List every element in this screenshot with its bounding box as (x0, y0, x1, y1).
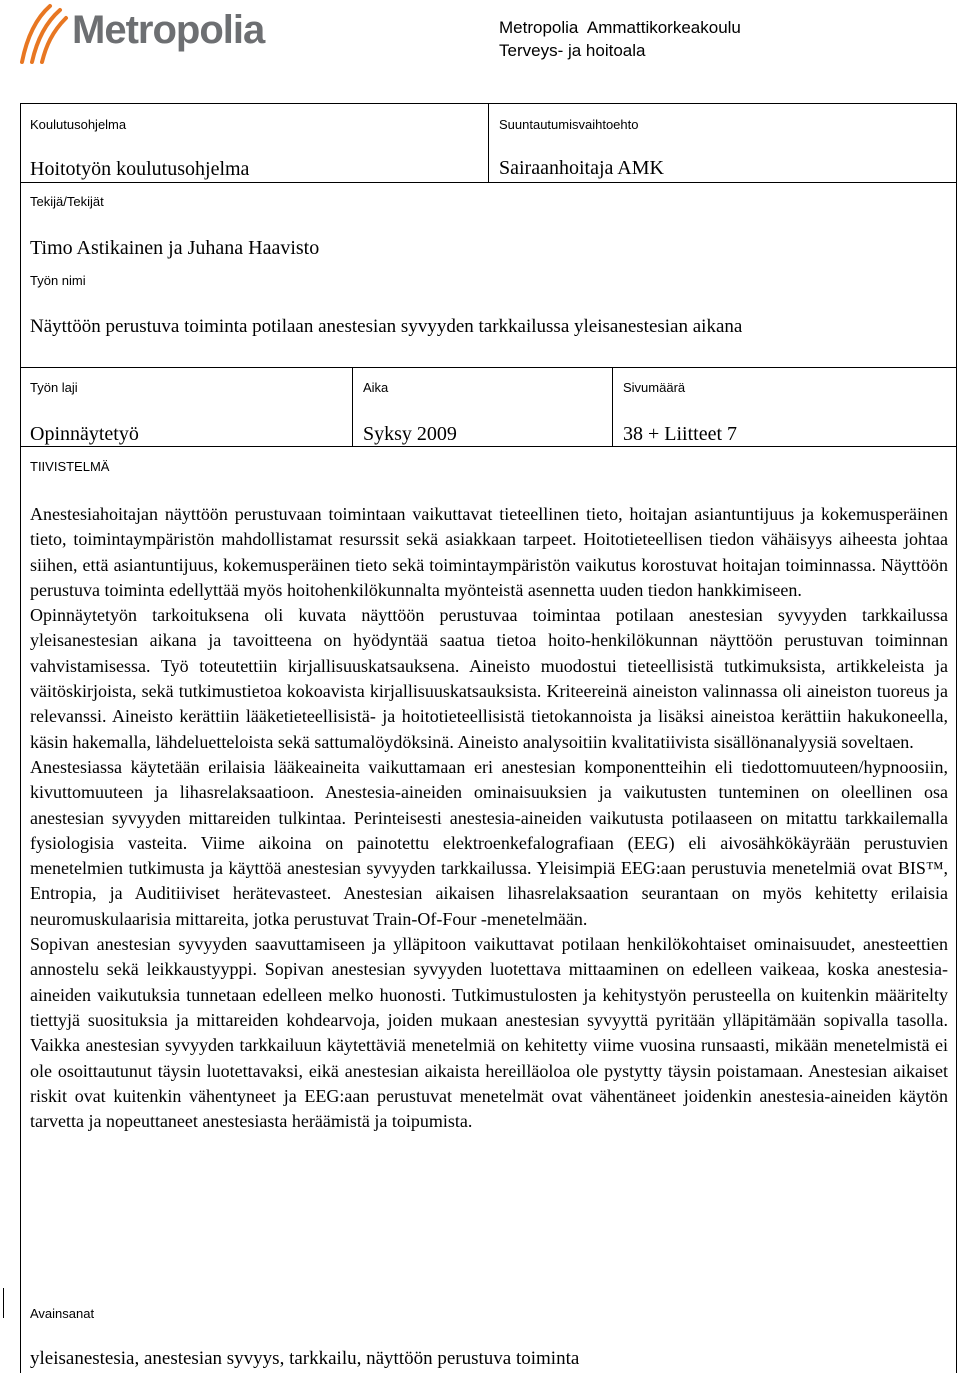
abstract-paragraph: Anestesiassa käytetään erilaisia lääkeaineita vaikuttamaan eri anestesian komponentteihin eli tiedottomuuteen/hypnoosiin, kivuttomuuteen ja lihasrelaksaatioon. Anestesia-aineiden ominaisuuksien ja vaikutusten tunteminen on oleellinen osa anestesian syvyyden mittareiden tulkintaa. Perinteisesti anestesia-aineiden vaikutusta potilaaseen on mitattu tarkkailemalla fysiologisia vasteita. Viime aikoina on painotettu elektroenkefalografiaan (EEG) eli aivosähkökäyrään perustuvien menetelmien tutkimusta ja käyttöä anestesian syvyyden tarkkailussa. Yleisimpiä EEG:aan perustuvia menetelmiä ovat BIS™, Entropia, ja Auditiiviset herätevasteet. Anestesian aikaisen lihasrelaksaation seurantaan on myös kehitetty erilaisia neuromuskulaarisia mittareita, jotka perustuvat Train-Of-Four -menetelmään. (30, 756, 948, 929)
abstract-label: TIIVISTELMÄ (30, 459, 110, 474)
thesis-info-table (20, 103, 957, 1373)
keywords-label: Avainsanat (30, 1306, 95, 1321)
orientation-label: Suuntautumisvaihtoehto (499, 117, 639, 132)
pages-value: 38 + Liitteet 7 (623, 423, 738, 445)
abstract-paragraph: Anestesiahoitajan näyttöön perustuvaan toimintaan vaikuttavat tieteellinen tieto, hoitajan asiantuntijuus ja kokemusperäinen tieto, toimintaympäristön mahdollistamat resurssit sekä asiakkaan tarpeet. Hoitotieteellisen tiedon vähäisyys aiheesta johtaa siihen, että asiantuntijuus, kokemusperäinen tieto sekä toimintaympäristön vaikutus korostuvat hoitajan toiminnassa. Näyttöön perustuva toiminta edellyttää myös hoitohenkilökunnalta myönteistä asennetta uuden tiedon hankkimiseen. (30, 504, 948, 600)
time-value: Syksy 2009 (363, 423, 457, 445)
authors-value: Timo Astikainen ja Juhana Haavisto (30, 237, 320, 259)
keywords-value: yleisanestesia, anestesian syvyys, tarkkailu, näyttöön perustuva toiminta (30, 1348, 580, 1369)
time-label: Aika (363, 380, 389, 395)
divider (21, 182, 956, 183)
title-label: Työn nimi (30, 273, 86, 288)
title-value: Näyttöön perustuva toiminta potilaan anestesian syvyyden tarkkailussa yleisanestesian aikana (30, 316, 743, 337)
metropolia-logo (18, 2, 288, 64)
type-label: Työn laji (30, 380, 78, 395)
margin-mark (3, 1288, 4, 1318)
metropolia-logo-mark-icon (18, 2, 70, 64)
school-header (499, 16, 741, 62)
type-value: Opinnäytetyö (30, 423, 139, 445)
school-unit: Terveys- ja hoitoala (499, 41, 646, 60)
abstract-paragraph: Sopivan anestesian syvyyden saavuttamiseen ja ylläpitoon vaikuttavat potilaan henkilökohtaiset ominaisuudet, anesteettien annostelu sekä leikkaustyyppi. Sopivan anestesian syvyyden luotettava mittaaminen on edelleen vaikeaa, koska anestesia-aineiden vaikutuksia tunnetaan edelleen melko huonosti. Tutkimustulosten ja kehitystyön perusteella on kuitenkin määritelty tiettyjä suosituksia ja mittareiden kohdearvoja, joiden mukaan anestesian syvyyttä pyritään ylläpitämään sopivalla tasolla. Vaikka anestesian syvyyden tarkkailuun käytettäviä menetelmiä on kehitetty viime vuosina runsaasti, mikään menetelmistä ei ole osoittautunut täysin luotettavaksi, eikä anestesian aikaista hereilläoloa ole pystytty täysin poistamaan. Anestesian aikaiset riskit ovat kuitenkin vähentyneet ja EEG:aan perustuvat menetelmät ovat vähentäneet joidenkin anestesia-aineiden käytön tarvetta ja nopeuttaneet anestesiasta heräämistä ja toipumista. (30, 934, 948, 1132)
program-label: Koulutusohjelma (30, 117, 127, 132)
divider (21, 367, 956, 368)
abstract-body (30, 502, 948, 1134)
divider (352, 367, 353, 446)
orientation-value: Sairaanhoitaja AMK (499, 157, 664, 179)
authors-label: Tekijä/Tekijät (30, 194, 104, 209)
divider (612, 367, 613, 446)
abstract-paragraph: Opinnäytetyön tarkoituksena oli kuvata näyttöön perustuvaa toimintaa potilaan anestesian syvyyden tarkkailussa yleisanestesian aikana ja tavoitteena on hyödyntää saatua tietoa hoito-henkilökunnan näyttöön perustuvan toiminnan vahvistamisessa. Työ toteutettiin kirjallisuuskatsauksena. Aineisto muodostui tieteellisistä tutkimuksista, artikkeleista ja väitöskirjoista, sekä tutkimustietoa kokoavista kirjallisuuskatsauksista. Kriteereinä aineiston valinnassa oli aineiston tuoreus ja relevanssi. Aineisto kerättiin lääketieteellisistä- ja hoitotieteellisistä tietokannoista ja lisäksi aineistoa kerättiin hakukoneella, käsin hakemalla, lähdeluetteloista sekä sattumalöydöksinä. Aineisto analysoitiin kvalitatiivista sisällönanalyysiä soveltaen. (30, 605, 948, 752)
school-name: Metropolia Ammattikorkeakoulu (499, 18, 741, 37)
logo-wordmark: Metropolia (72, 8, 265, 52)
divider (21, 446, 956, 447)
pages-label: Sivumäärä (623, 380, 686, 395)
divider (488, 104, 489, 182)
program-value: Hoitotyön koulutusohjelma (30, 158, 250, 180)
